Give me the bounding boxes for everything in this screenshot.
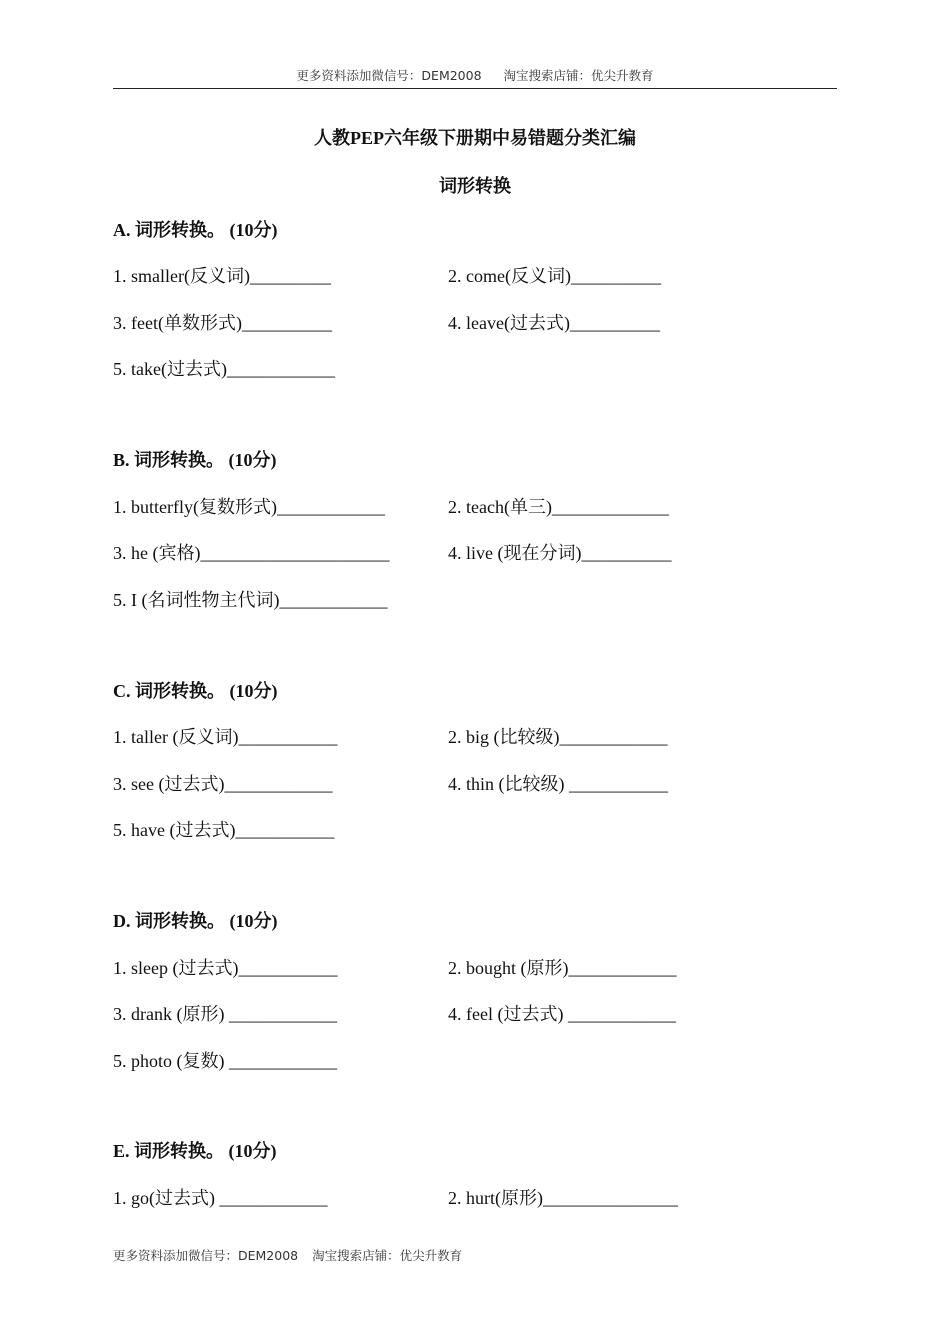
- header-wechat-text: 更多资料添加微信号：DEM2008: [296, 68, 482, 83]
- section-c-title: C. 词形转换。 (10分): [113, 681, 278, 701]
- section-d-item-3: 3. drank (原形) ____________: [113, 1004, 337, 1024]
- section-c-item-5: 5. have (过去式)___________: [113, 820, 335, 840]
- page-footer: [113, 1246, 462, 1264]
- section-e-item-2: 2. hurt(原形)_______________: [448, 1188, 678, 1208]
- section-c-item-3: 3. see (过去式)____________: [113, 774, 333, 794]
- section-d-item-2: 2. bought (原形)____________: [448, 958, 677, 978]
- section-b-item-4: 4. live (现在分词)__________: [448, 543, 672, 563]
- section-d-item-5: 5. photo (复数) ____________: [113, 1051, 337, 1071]
- section-b-item-1: 1. butterfly(复数形式)____________: [113, 497, 385, 517]
- section-d-item-4: 4. feel (过去式) ____________: [448, 1004, 676, 1024]
- section-a-item-4: 4. leave(过去式)__________: [448, 313, 660, 333]
- section-e-title: E. 词形转换。 (10分): [113, 1141, 277, 1161]
- page-header: [113, 66, 837, 89]
- section-e-item-1: 1. go(过去式) ____________: [113, 1188, 328, 1208]
- section-a-item-1: 1. smaller(反义词)_________: [113, 266, 331, 286]
- section-c-item-2: 2. big (比较级)____________: [448, 727, 668, 747]
- section-b-item-5: 5. I (名词性物主代词)____________: [113, 590, 388, 610]
- section-c-item-4: 4. thin (比较级) ___________: [448, 774, 668, 794]
- section-b-item-2: 2. teach(单三)_____________: [448, 497, 669, 517]
- section-a-item-2: 2. come(反义词)__________: [448, 266, 661, 286]
- footer-shop-text: 淘宝搜索店铺：优尖升教育: [312, 1248, 463, 1263]
- section-d-item-1: 1. sleep (过去式)___________: [113, 958, 338, 978]
- section-d-title: D. 词形转换。 (10分): [113, 911, 278, 931]
- footer-wechat-text: 更多资料添加微信号：DEM2008: [113, 1248, 299, 1263]
- section-b-title: B. 词形转换。 (10分): [113, 450, 277, 470]
- section-c-item-1: 1. taller (反义词)___________: [113, 727, 338, 747]
- header-shop-text: 淘宝搜索店铺：优尖升教育: [503, 68, 654, 83]
- section-b-item-3: 3. he (宾格)_____________________: [113, 543, 390, 563]
- document-subtitle: 词形转换: [439, 176, 511, 196]
- section-a-item-5: 5. take(过去式)____________: [113, 359, 335, 379]
- document-title: 人教PEP六年级下册期中易错题分类汇编: [314, 128, 636, 148]
- section-a-title: A. 词形转换。 (10分): [113, 220, 278, 240]
- section-a-item-3: 3. feet(单数形式)__________: [113, 313, 332, 333]
